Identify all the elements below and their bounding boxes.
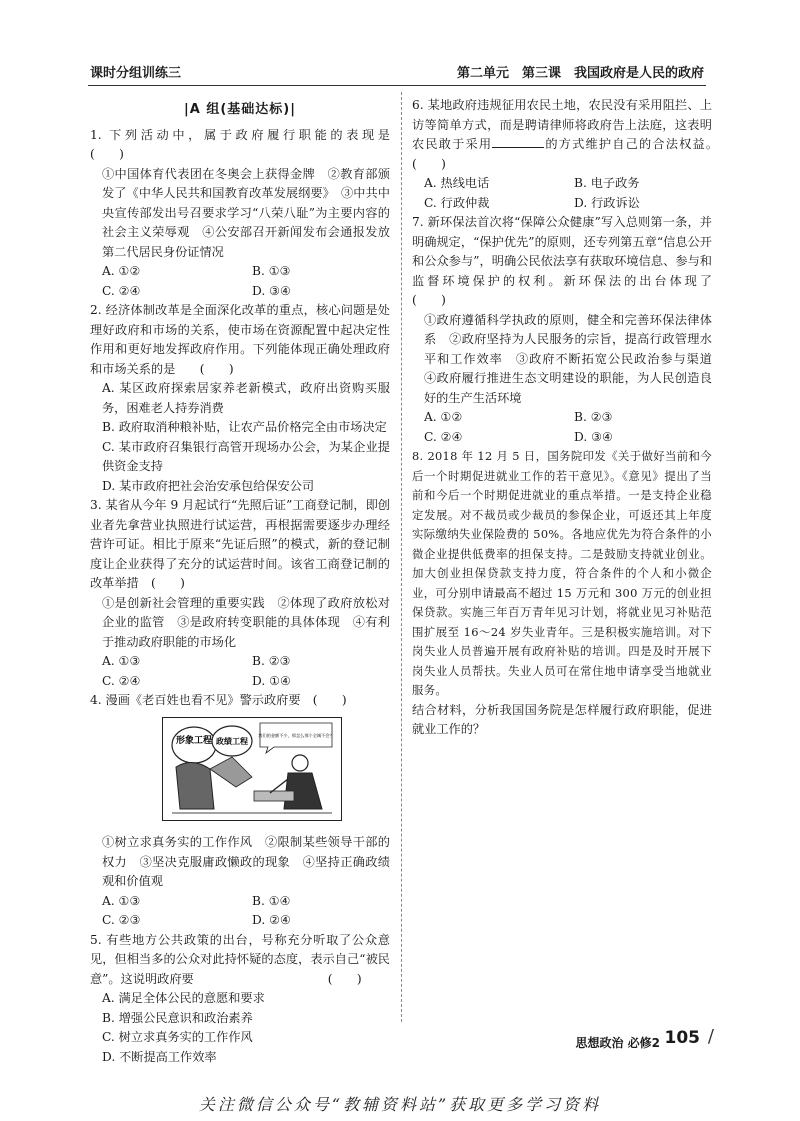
footer-slash-mark: / [707, 1026, 714, 1047]
q1-option-a: A. ①② [102, 264, 141, 278]
q3-option-b: B. ②③ [252, 654, 291, 668]
right-column [412, 96, 725, 740]
q3-option-d: D. ①④ [252, 673, 291, 688]
q5-answer-paren: ( ) [327, 971, 362, 986]
cartoon-label-score-project: 政绩工程 [216, 736, 248, 746]
q4-option-c: C. ②③ [102, 913, 141, 927]
bottom-handwritten-note: 关注微信公众号“教辅资料站”获取更多学习资料 [198, 1095, 602, 1114]
q5-option-b: B. 增强公民意识和政治素养 [102, 1010, 253, 1025]
q6-option-c: C. 行政仲裁 [424, 195, 490, 210]
header-left-title: 课时分组训练三 [90, 66, 182, 81]
q2-option-b: B. 政府取消种粮补贴，让农产品价格完全由市场决定 [102, 420, 387, 434]
q6-stem-a: 6. 某地政府违规征用农民土地，农民没有采用阻拦、上访等简单方式，而是聘请律师将政府告上法庭，这表明农民敢于采用 [412, 98, 712, 151]
cartoon-illustration [162, 717, 342, 821]
q7-option-d: D. ③④ [574, 429, 613, 444]
q5-option-a: A. 满足全体公民的意愿和要求 [102, 991, 265, 1005]
question-1 [90, 126, 390, 302]
question-4 [90, 691, 390, 931]
q7-answer-paren: ( ) [412, 293, 446, 307]
column-divider [401, 92, 402, 1022]
q3-stem: 3. 某省从今年 9 月起试行“先照后证”工商登记制，即创业者先拿营业执照进行试运营，再根据需要逐步办理经营许可证。相比于原来“先证后照”的模式，新的登记制度让企业获得了充分的试运营时间。该省工商登记制的改革举措 [90, 498, 390, 590]
q5-option-c: C. 树立求真务实的工作作风 [102, 1030, 253, 1044]
q4-statements: ①树立求真务实的工作作风 ②限制某些领导干部的权力 ③坚决克服庸政懒政的现象 ④坚持正确政绩观和价值观 [102, 835, 390, 888]
q6-fill-blank [492, 135, 544, 148]
q2-stem: 2. 经济体制改革是全面深化改革的重点，核心问题是处理好政府和市场的关系，使市场在资源配置中起决定性作用和更好地发挥政府作用。下列能体现正确处理政府和市场关系的是 [90, 303, 390, 376]
header-right-title: 第二单元 第三课 我国政府是人民的政府 [456, 66, 704, 81]
q5-option-d: D. 不断提高工作效率 [102, 1049, 217, 1064]
q7-option-a: A. ①② [424, 410, 463, 424]
q1-statements: ①中国体育代表团在冬奥会上获得金牌 ②教育部颁发了《中华人民共和国教育改革发展纲要》 ③中共中央宣传部发出号召要求学习“八荣八耻”为主要内容的社会主义荣辱观 ④公安部召开新闻发布会通报发放第二代居民身份证情况 [102, 166, 390, 259]
q7-stem: 7. 新环保法首次将“保障公众健康”写入总则第一条，并明确规定，“保护优先”的原则，还专列第五章“信息公开和公众参与”，明确公民依法享有获取环境信息、参与和监督环境保护的权利。新环保法的出台体现了 [412, 215, 712, 288]
q2-answer-paren: ( ) [199, 361, 234, 376]
q2-option-a: A. 某区政府探索居家养老新模式，政府出资购买服务，困难老人持券消费 [102, 381, 390, 415]
q6-option-b: B. 电子政务 [574, 176, 640, 190]
question-2 [90, 301, 390, 496]
q1-option-b: B. ①③ [252, 264, 291, 278]
q4-answer-paren: ( ) [312, 693, 347, 707]
cartoon-label-image-project: 形象工程 [175, 735, 213, 746]
q5-stem: 5. 有些地方公共政策的出台，号称充分听取了公众意见，但相当多的公众对此持怀疑的态度，表示自己“被民意”。这说明政府要 [90, 932, 390, 986]
question-6 [412, 96, 712, 213]
q8-question: 结合材料，分析我国国务院是怎样履行政府职能，促进就业工作的？ [412, 702, 712, 736]
q4-option-b: B. ①④ [252, 893, 291, 908]
q2-option-d: D. 某市政府把社会治安承包给保安公司 [102, 478, 315, 493]
q6-option-d: D. 行政诉讼 [574, 195, 640, 210]
question-7 [412, 213, 725, 447]
q7-option-c: C. ②④ [424, 429, 463, 444]
q7-statements: ①政府遵循科学执政的原则，健全和完善环保法律体系 ②政府坚持为人民服务的宗旨，提高行政管理水平和工作效率 ③政府不断拓宽公民政治参与渠道 ④政府履行推进生态文明建设的职能，为人民创造良好的生产生活环境 [424, 312, 725, 405]
q3-answer-paren: ( ) [150, 576, 185, 590]
q4-option-a: A. ①③ [102, 893, 141, 908]
section-title: |A 组(基础达标)| [184, 102, 296, 117]
q4-stem: 4. 漫画《老百姓也看不见》警示政府要 [90, 693, 301, 707]
question-5 [90, 931, 390, 1068]
q3-option-a: A. ①③ [102, 654, 141, 668]
q7-option-b: B. ②③ [574, 410, 613, 424]
q1-option-c: C. ②④ [102, 283, 141, 298]
q3-option-c: C. ②④ [102, 673, 141, 688]
footer-book-title: 思想政治 必修2 [575, 1036, 660, 1050]
footer-page-number: 105 [664, 1028, 700, 1048]
q2-option-c: C. 某市政府召集银行高管开现场办公会，为某企业提供资金支持 [102, 439, 390, 473]
left-column [90, 96, 390, 1067]
q6-stem-b: 的方式维护自己的合法权益。 [544, 137, 713, 151]
q8-material: 8. 2018 年 12 月 5 日，国务院印发《关于做好当前和今后一个时期促进就业工作的若干意见》。《意见》提出了当前和今后一个时期促进就业的重点举措。一是支持企业稳定发展。对不裁员或少裁员的参保企业，可返还其上年度实际缴纳失业保险费的 50%。各地应优先为符合条件的小微企业提供低费率的担保支持。二是鼓励支持就业创业。加大创业担保贷款支持力度，符合条件的个人和小微企业，可分别申请最高不超过 15 万元和 300 万元的创业担保贷款。实施三年百万青年见习计划，将就业见习补贴范围扩展至 16～24 岁失业青年。三是积极实施培训。对下岗失业人员普遍开展有政府补贴的培训。四是及时开展下岗失业人员帮扶。失业人员可在常住地申请享受当地就业服务。 [412, 449, 712, 697]
q6-option-a: A. 热线电话 [424, 176, 490, 190]
q6-answer-paren: ( ) [412, 156, 446, 171]
header-rule [88, 85, 706, 86]
q1-option-d: D. ③④ [252, 283, 291, 298]
question-3 [90, 496, 390, 691]
q1-stem: 1. 下列活动中，属于政府履行职能的表现是 [90, 127, 390, 142]
question-8 [412, 447, 712, 740]
q4-option-d: D. ②④ [252, 913, 291, 927]
cartoon-speech-bubble: 我们的金额不少，那怎么那个全城不会？ [258, 732, 334, 738]
q3-statements: ①是创新社会管理的重要实践 ②体现了政府放松对企业的监管 ③是政府转变职能的具体体现 ④有利于推动政府职能的市场化 [102, 595, 390, 649]
q1-answer-paren: ( ) [90, 147, 124, 161]
